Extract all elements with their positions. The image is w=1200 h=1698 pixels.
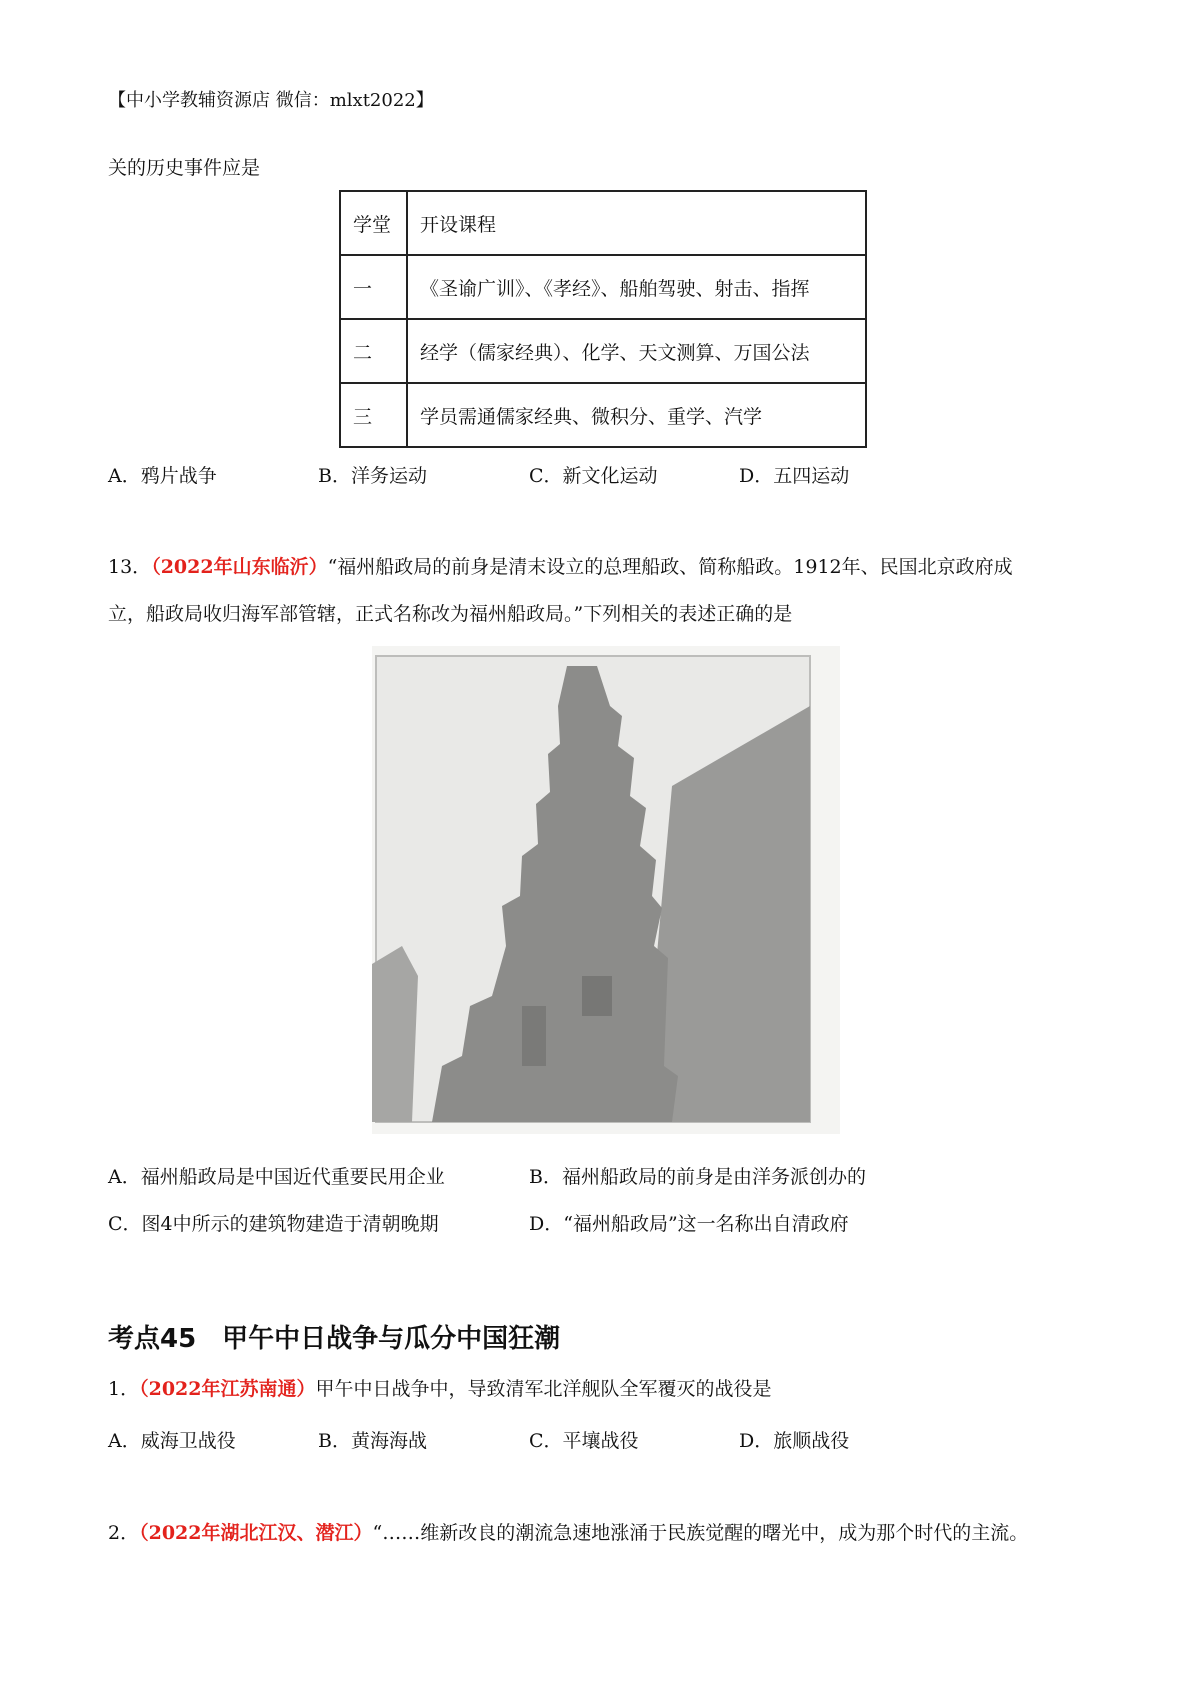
question-text: “……维新改良的潮流急速地涨涌于民族觉醒的曙光中，成为那个时代的主流。 xyxy=(372,1522,1029,1544)
question-source: （2022年江苏南通） xyxy=(139,1378,316,1400)
question-text: “福州船政局的前身是清末设立的总理船政、简称船政。1912年、民国北京政府成 xyxy=(327,556,1013,578)
question-source: （2022年山东临沂） xyxy=(151,556,328,578)
s1-option-d[interactable]: D．旅顺战役 xyxy=(739,1430,850,1452)
s1-option-c[interactable]: C．平壤战役 xyxy=(529,1430,639,1452)
q13-option-d[interactable]: D．“福州船政局”这一名称出自清政府 xyxy=(529,1213,849,1235)
table-cell: 《圣谕广训》、《孝经》、船舶驾驶、射击、指挥 xyxy=(407,255,866,319)
table-cell: 一 xyxy=(340,255,407,319)
s1-option-a[interactable]: A．威海卫战役 xyxy=(108,1430,236,1452)
q12-stem: 关的历史事件应是 xyxy=(108,157,261,179)
s1-question xyxy=(108,1377,772,1401)
question-number: 1． xyxy=(108,1378,140,1400)
q13-option-c[interactable]: C．图4中所示的建筑物建造于清朝晚期 xyxy=(108,1213,439,1235)
question-source: （2022年湖北江汉、潜江） xyxy=(139,1522,373,1544)
q12-option-b[interactable]: B．洋务运动 xyxy=(318,465,427,487)
q13-line2: 立，船政局收归海军部管辖，正式名称改为福州船政局。”下列相关的表述正确的是 xyxy=(108,603,793,625)
table-cell: 学员需通儒家经典、微积分、重学、汽学 xyxy=(407,383,866,447)
table-row xyxy=(340,319,866,383)
q12-option-d[interactable]: D．五四运动 xyxy=(739,465,850,487)
q13-line1 xyxy=(108,555,1013,579)
table-header-cell: 开设课程 xyxy=(407,191,866,255)
page-header: 【中小学教辅资源店 微信：mlxt2022】 xyxy=(108,90,434,111)
s2-question xyxy=(108,1521,1028,1545)
table-cell: 三 xyxy=(340,383,407,447)
q12-option-a[interactable]: A．鸦片战争 xyxy=(108,465,217,487)
table-cell: 二 xyxy=(340,319,407,383)
course-table xyxy=(339,190,867,448)
question-number: 2． xyxy=(108,1522,140,1544)
table-row xyxy=(340,383,866,447)
q13-option-b[interactable]: B．福州船政局的前身是由洋务派创办的 xyxy=(529,1166,866,1188)
pagoda-photo xyxy=(372,646,840,1134)
section-title: 考点45 甲午中日战争与瓜分中国狂潮 xyxy=(108,1324,561,1354)
question-text: 甲午中日战争中，导致清军北洋舰队全军覆灭的战役是 xyxy=(315,1378,772,1400)
q13-option-a[interactable]: A．福州船政局是中国近代重要民用企业 xyxy=(108,1166,445,1188)
table-row xyxy=(340,191,866,255)
table-cell: 经学（儒家经典）、化学、天文测算、万国公法 xyxy=(407,319,866,383)
question-number: 13． xyxy=(108,556,152,578)
q12-option-c[interactable]: C．新文化运动 xyxy=(529,465,658,487)
s1-option-b[interactable]: B．黄海海战 xyxy=(318,1430,427,1452)
table-header-cell: 学堂 xyxy=(340,191,407,255)
table-row xyxy=(340,255,866,319)
